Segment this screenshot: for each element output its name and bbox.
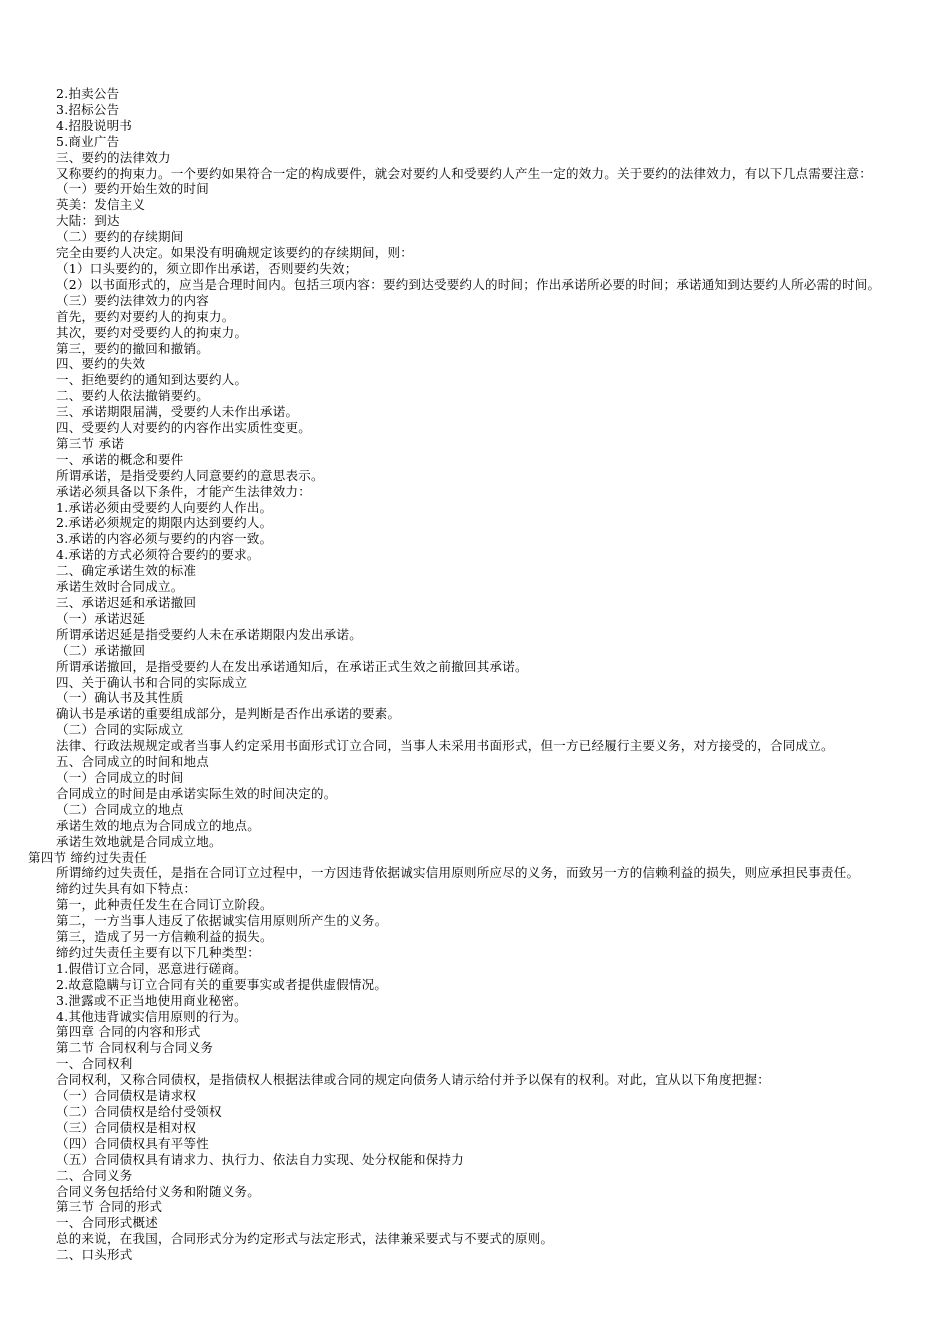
text-line: 所谓承诺撤回，是指受要约人在发出承诺通知后，在承诺正式生效之前撤回其承诺。 [56, 658, 528, 674]
text-line: 一、承诺的概念和要件 [56, 451, 184, 467]
text-line: （三）要约法律效力的内容 [56, 292, 210, 308]
text-line: 3.泄露或不正当地使用商业秘密。 [56, 992, 247, 1008]
text-line: 一、拒绝要约的通知到达要约人。 [56, 372, 248, 388]
text-line: 二、确定承诺生效的标准 [56, 563, 197, 579]
text-line: （二）合同的实际成立 [56, 722, 184, 738]
text-line: 合同权利，又称合同债权，是指债权人根据法律或合同的规定向债务人请示给付并予以保有的权利。对此，宜从以下角度把握： [56, 1072, 771, 1088]
text-line: （二）合同债权是给付受领权 [56, 1104, 222, 1119]
text-line: 第三，造成了另一方信赖利益的损失。 [56, 929, 273, 945]
text-line: （三）合同债权是相对权 [56, 1119, 197, 1135]
text-line: 四、要约的失效 [56, 356, 146, 372]
text-line: 一、合同权利 [56, 1056, 133, 1072]
text-line: 英美：发信主义 [56, 197, 146, 213]
text-line: 4.招股说明书 [56, 117, 133, 133]
text-line: 总的来说，在我国，合同形式分为约定形式与法定形式，法律兼采要式与不要式的原则。 [56, 1231, 554, 1247]
text-line: 承诺生效时合同成立。 [56, 579, 184, 595]
text-line: 首先，要约对要约人的拘束力。 [56, 308, 235, 324]
text-line: （一）合同成立的时间 [56, 769, 184, 785]
text-line: 2.故意隐瞒与订立合同有关的重要事实或者提供虚假情况。 [56, 976, 388, 992]
text-line: 又称要约的拘束力。一个要约如果符合一定的构成要件，就会对要约人和受要约人产生一定的效力。关于要约的法律效力，有以下几点需要注意： [56, 165, 873, 181]
text-line: 三、承诺迟延和承诺撤回 [56, 595, 197, 610]
text-line: 所谓缔约过失责任，是指在合同订立过程中，一方因违背依据诚实信用原则所应尽的义务，而致另一方的信赖利益的损失，则应承担民事责任。 [56, 865, 860, 881]
text-line: 三、承诺期限届满，受要约人未作出承诺。 [56, 404, 299, 420]
text-line: （一）确认书及其性质 [56, 690, 184, 706]
text-line: 5.商业广告 [56, 133, 120, 149]
text-line: 第四节 缔约过失责任 [28, 849, 147, 865]
text-line: （四）合同债权具有平等性 [56, 1135, 210, 1151]
text-line: （二）要约的存续期间 [56, 229, 184, 245]
text-line: 第二节 合同权利与合同义务 [56, 1040, 214, 1056]
text-line: 2.拍卖公告 [56, 86, 120, 101]
text-line: 第二，一方当事人违反了依据诚实信用原则所产生的义务。 [56, 913, 388, 929]
text-line: 三、要约的法律效力 [56, 149, 171, 165]
text-line: 合同义务包括给付义务和附随义务。 [56, 1183, 261, 1199]
text-line: （2）以书面形式的，应当是合理时间内。包括三项内容：要约到达受要约人的时间；作出承诺所必要的时间；承诺通知到达要约人所必需的时间。 [56, 276, 881, 292]
text-line: 承诺必须具备以下条件，才能产生法律效力： [56, 483, 312, 499]
text-line: 1.假借订立合同，恶意进行磋商。 [56, 960, 247, 976]
text-line: 第三节 合同的形式 [56, 1199, 163, 1215]
text-line: 完全由要约人决定。如果没有明确规定该要约的存续期间，则： [56, 245, 414, 261]
text-line: 二、要约人依法撤销要约。 [56, 388, 210, 404]
text-line: 确认书是承诺的重要组成部分，是判断是否作出承诺的要素。 [56, 706, 401, 722]
text-line: 其次，要约对受要约人的拘束力。 [56, 324, 248, 340]
text-line: 二、合同义务 [56, 1167, 133, 1183]
text-line: （一）承诺迟延 [56, 610, 146, 626]
text-line: （一）合同债权是请求权 [56, 1088, 197, 1104]
text-line: 法律、行政法规规定或者当事人约定采用书面形式订立合同，当事人未采用书面形式，但一方已经履行主要义务，对方接受的，合同成立。 [56, 738, 834, 754]
text-line: 四、受要约人对要约的内容作出实质性变更。 [56, 420, 312, 436]
text-line: 大陆：到达 [56, 213, 120, 229]
text-line: （二）合同成立的地点 [56, 801, 184, 817]
text-line: 第四章 合同的内容和形式 [56, 1024, 201, 1040]
text-line: 承诺生效的地点为合同成立的地点。 [56, 817, 261, 833]
text-line: 4.其他违背诚实信用原则的行为。 [56, 1008, 247, 1024]
text-line: 合同成立的时间是由承诺实际生效的时间决定的。 [56, 785, 337, 801]
text-line: （二）承诺撤回 [56, 642, 146, 658]
text-line: 缔约过失责任主要有以下几种类型： [56, 944, 261, 960]
text-line: 二、口头形式 [56, 1247, 133, 1263]
document-body [28, 86, 924, 1263]
text-line: 缔约过失具有如下特点： [56, 881, 197, 897]
text-line: 3.承诺的内容必须与要约的内容一致。 [56, 531, 273, 547]
text-line: （1）口头要约的，须立即作出承诺，否则要约失效； [56, 260, 358, 276]
text-line: 一、合同形式概述 [56, 1215, 159, 1231]
text-line: 所谓承诺迟延是指受要约人未在承诺期限内发出承诺。 [56, 626, 363, 642]
text-line: （一）要约开始生效的时间 [56, 181, 210, 197]
text-line: （五）合同债权具有请求力、执行力、依法自力实现、处分权能和保持力 [56, 1151, 465, 1167]
text-line: 4.承诺的方式必须符合要约的要求。 [56, 547, 260, 563]
text-line: 第三节 承诺 [56, 435, 124, 451]
text-line: 所谓承诺，是指受要约人同意要约的意思表示。 [56, 467, 324, 483]
text-line: 2.承诺必须规定的期限内达到要约人。 [56, 515, 273, 531]
text-line: 承诺生效地就是合同成立地。 [56, 833, 222, 849]
text-line: 第三，要约的撤回和撤销。 [56, 340, 210, 356]
text-line: 第一，此种责任发生在合同订立阶段。 [56, 897, 273, 913]
text-line: 1.承诺必须由受要约人向要约人作出。 [56, 499, 273, 515]
text-line: 3.招标公告 [56, 101, 120, 117]
text-line: 四、关于确认书和合同的实际成立 [56, 674, 248, 690]
text-line: 五、合同成立的时间和地点 [56, 754, 210, 770]
